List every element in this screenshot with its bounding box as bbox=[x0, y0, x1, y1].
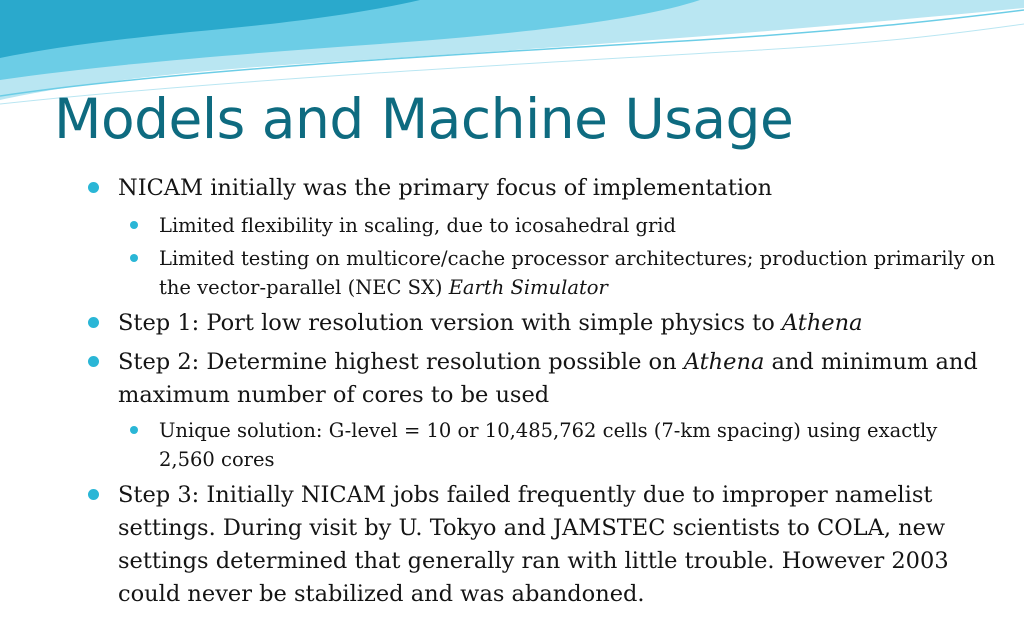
bullet-italic: Athena bbox=[781, 310, 863, 336]
bullet-step-1 bbox=[86, 307, 996, 340]
sub-bullet-unique-solution bbox=[86, 416, 996, 474]
bullet-dot-icon bbox=[88, 317, 99, 328]
bullet-text-after: and minimum and maximum number of cores to be used bbox=[118, 349, 978, 408]
bullet-dot-icon bbox=[88, 489, 99, 500]
slide-body bbox=[86, 172, 996, 617]
bullet-dot-icon bbox=[130, 426, 138, 434]
sub-bullet-text: Limited flexibility in scaling, due to icosahedral grid bbox=[159, 214, 677, 237]
bullet-text: NICAM initially was the primary focus of implementation bbox=[118, 175, 773, 201]
bullet-text: Step 2: Determine highest resolution possible on bbox=[118, 349, 684, 375]
slide-title: Models and Machine Usage bbox=[54, 87, 794, 151]
sub-bullet-limited-testing bbox=[86, 244, 996, 302]
bullet-text: Step 1: Port low resolution version with simple physics to bbox=[118, 310, 782, 336]
sub-bullet-text: Limited testing on multicore/cache processor architectures; production primarily on the vector-parallel (NEC SX) bbox=[159, 247, 996, 299]
bullet-nicam-focus bbox=[86, 172, 996, 205]
bullet-dot-icon bbox=[130, 254, 138, 262]
sub-bullet-limited-flexibility bbox=[86, 211, 996, 240]
bullet-step-2 bbox=[86, 346, 996, 412]
bullet-italic: Athena bbox=[683, 349, 765, 375]
bullet-dot-icon bbox=[88, 356, 99, 367]
sub-bullet-text: Unique solution: G-level = 10 or 10,485,762 cells (7-km spacing) using exactly 2,560 cores bbox=[159, 419, 938, 471]
bullet-dot-icon bbox=[88, 182, 99, 193]
bullet-text: Step 3: Initially NICAM jobs failed frequently due to improper namelist settings. During visit by U. Tokyo and JAMSTEC scientists to COLA, new settings determined that generally ran with little trouble. However 2003 could never be stabilized and was abandoned. bbox=[118, 482, 949, 607]
bullet-step-3 bbox=[86, 479, 996, 611]
bullet-dot-icon bbox=[130, 221, 138, 229]
sub-bullet-italic: Earth Simulator bbox=[448, 276, 608, 299]
